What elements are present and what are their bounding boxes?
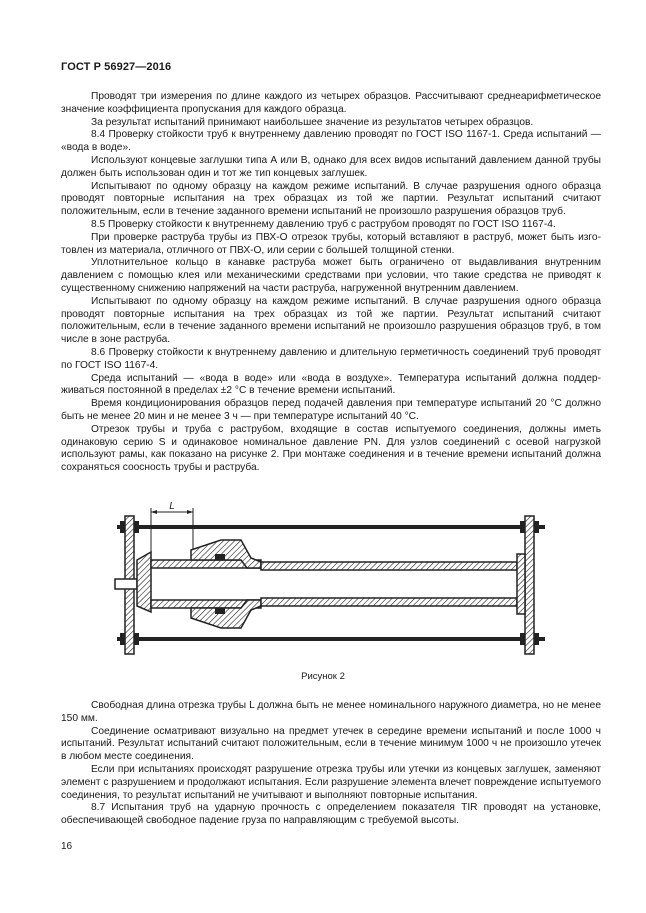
paragraph: Соединение осматривают визуально на предмет утечек в середине времени испытаний и после 1000 ч испытаний. Результат испытаний считают положительным, если в течение минимум 1000 ч не произошло утечек в любом месте соединения. bbox=[61, 725, 601, 763]
page-number: 16 bbox=[61, 841, 73, 852]
paragraph: Используют концевые заглушки типа А или В, однако для всех видов испытаний давлением данной трубы должен быть использован один и тот же тип концевых заглушек. bbox=[61, 154, 601, 179]
paragraph: 8.4 Проверку стойкости труб к внутреннему давлению проводят по ГОСТ ISO 1167-1. Среда испытаний — «вода в воде». bbox=[61, 129, 601, 154]
paragraph: 8.7 Испытания труб на ударную прочность с определением показателя TIR проводят на установке, обеспечивающей свободное падение груза по направляющим с требуемой высоты. bbox=[61, 802, 601, 827]
seal-ring-top bbox=[215, 554, 225, 560]
paragraph: Время кондиционирования образцов перед подачей давления при температуре испытаний 20 °С должно быть не менее 20 мин и не менее 3 ч — при температуре испытаний 40 °С. bbox=[61, 398, 601, 422]
paragraph: 8.6 Проверку стойкости к внутреннему давлению и длительную герметичность соединений труб проводят по ГОСТ ISO 1167-4. bbox=[61, 346, 601, 371]
paragraph: Испытывают по одному образцу на каждом режиме испытаний. В случае разрушения одного образца проводят повторные испытания на трех образцах из той же партии. Результат испытаний считают положительным, если в течение заданного времени испытаний не произошло разрушения образцов труб. bbox=[61, 180, 601, 218]
right-end-plate bbox=[525, 516, 534, 654]
main-pipe-wall-bottom bbox=[261, 598, 517, 606]
dimension-label-L: L bbox=[169, 501, 175, 512]
paragraph: Уплотнительное кольцо в канавке раструба может быть ограничено от выдавливания внутренним давлением с помощью клея или механическими средствами при условии, что такие средства не приводят к существенному снижению напряжений на части раструба, нагруженной внутренним давлением. bbox=[61, 257, 601, 294]
document-header: ГОСТ Р 56927—2016 bbox=[61, 61, 172, 73]
main-pipe-wall-top bbox=[261, 562, 517, 570]
paragraph: Отрезок трубы и труба с раструбом, входящие в состав испытуемого соединения, должны иметь одинаковую серию S и одинаковое номинальное давление PN. Для узлов соединений с осевой нагрузкой используют рамы, как показано на рисунке 2. При монтаже соединения и в течение времени испытаний должна сохраняться соосность трубы и раструба. bbox=[61, 423, 601, 474]
paragraph: При проверке раструба трубы из ПВХ-О отрезок трубы, который вставляют в раструб, может быть изготовлен из материала, отличного от ПВХ-О, или серии с большей толщиной стенки. bbox=[61, 231, 601, 256]
lower-tie-rod bbox=[117, 637, 545, 641]
paragraph: За результат испытаний принимают наибольшее значение из результатов четырех образцов. bbox=[91, 116, 534, 128]
body-text-bottom bbox=[61, 700, 601, 828]
left-end-cap bbox=[137, 552, 151, 612]
pipe-joint-drawing bbox=[111, 500, 551, 660]
figure-caption: Рисунок 2 bbox=[301, 671, 345, 682]
pressure-inlet bbox=[115, 579, 137, 589]
paragraph: Среда испытаний — «вода в воде» или «вода в воздухе». Температура испытаний должна поддерживаться постоянной в пределах ±2 °С в течение времени испытаний. bbox=[61, 372, 601, 397]
body-text-top bbox=[61, 91, 601, 475]
paragraph: 8.5 Проверку стойкости к внутреннему давлению труб с раструбом проводят по ГОСТ ISO 1167-4. bbox=[91, 218, 556, 230]
upper-tie-rod bbox=[117, 525, 545, 529]
paragraph: Если при испытаниях происходят разрушение отрезка трубы или утечки из концевых заглушек, заменяют элемент с разрушением и продолжают испытания. Если разрушение элемента влечет повреждение испытуемого соединения, то результат испытаний не учитывают и выполняют повторные испытания. bbox=[61, 763, 601, 801]
paragraph: Испытывают по одному образцу на каждом режиме испытаний. В случае разрушения одного образца проводят повторные испытания на трех образцах из той же партии. Результат испытаний считают положительным, если в течение заданного времени испытаний не произошло разрушения образцов труб, в том числе в зоне раструба. bbox=[61, 295, 601, 346]
right-end-cap bbox=[517, 554, 525, 614]
seal-ring-bottom bbox=[215, 608, 225, 614]
paragraph: Проводят три измерения по длине каждого из четырех образцов. Рассчитывают среднеарифметическое значение коэффициента пропускания для каждого образца. bbox=[61, 91, 601, 115]
figure-pipe-joint-test-frame bbox=[111, 500, 551, 660]
paragraph: Свободная длина отрезка трубы L должна быть не менее номинального наружного диаметра, но не менее 150 мм. bbox=[61, 700, 601, 724]
